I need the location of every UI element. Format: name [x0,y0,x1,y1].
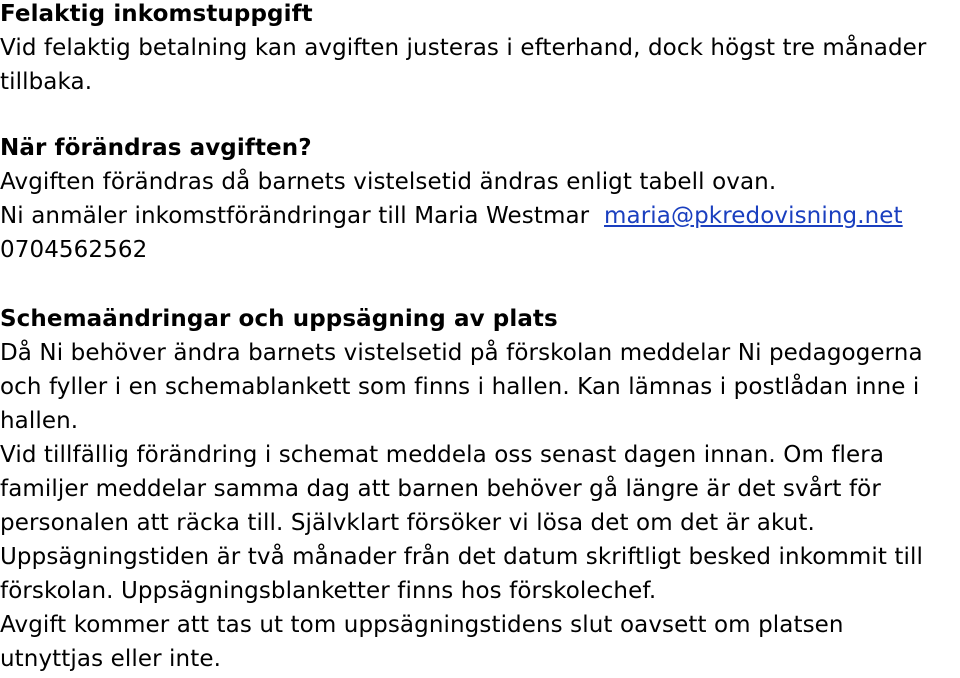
paragraph-line: Avgift kommer att tas ut tom uppsägningstidens slut oavsett om platsen [0,612,844,638]
paragraph-line: tillbaka. [0,69,93,95]
heading-felaktig-inkomstuppgift: Felaktig inkomstuppgift [0,1,313,27]
paragraph-line: Uppsägningstiden är två månader från det datum skriftligt besked inkommit till [0,544,924,570]
paragraph-line: och fyller i en schemablankett som finns i hallen. Kan lämnas i postlådan inne i [0,374,920,400]
heading-nar-forandras-avgiften: När förändras avgiften? [0,135,312,161]
paragraph-line: Vid tillfällig förändring i schemat meddela oss senast dagen innan. Om flera [0,442,885,468]
contact-text: Ni anmäler inkomstförändringar till Maria Westmar [0,203,590,229]
paragraph-line: Vid felaktig betalning kan avgiften justeras i efterhand, dock högst tre månader [0,35,927,61]
paragraph-line: Avgiften förändras då barnets vistelsetid ändras enligt tabell ovan. [0,169,777,195]
paragraph-line: hallen. [0,408,79,434]
email-link[interactable]: maria@pkredovisning.net [604,203,903,229]
paragraph-line: förskolan. Uppsägningsblanketter finns hos förskolechef. [0,578,657,604]
paragraph-line: Då Ni behöver ändra barnets vistelsetid på förskolan meddelar Ni pedagogerna [0,340,923,366]
contact-line [0,199,903,233]
paragraph-line: personalen att räcka till. Självklart försöker vi lösa det om det är akut. [0,510,815,536]
phone-number: 0704562562 [0,237,148,263]
heading-schemaandringar: Schemaändringar och uppsägning av plats [0,306,558,332]
paragraph-line: familjer meddelar samma dag att barnen behöver gå längre är det svårt för [0,476,881,502]
paragraph-line: utnyttjas eller inte. [0,646,221,672]
